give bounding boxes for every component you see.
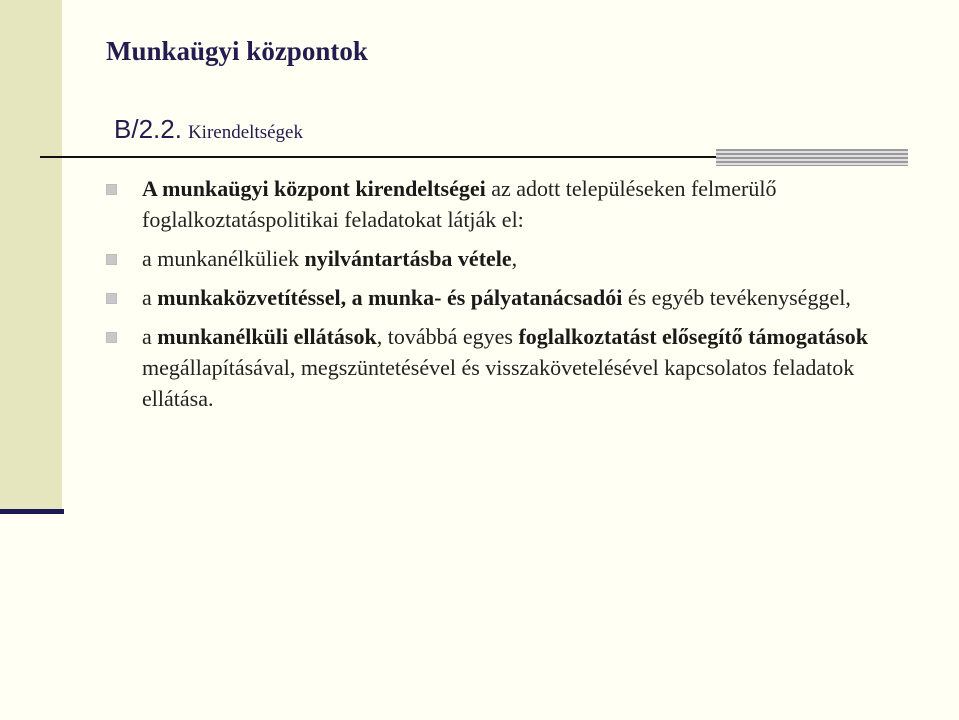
bullet-bold: A munkaügyi központ kirendeltségei	[142, 176, 486, 201]
bullet-bold: foglalkoztatást elősegítő támogatások	[518, 324, 868, 349]
bullet-item	[104, 243, 904, 274]
slide-subtitle	[114, 114, 303, 145]
square-bullet-icon	[106, 293, 117, 304]
bullet-list	[104, 173, 904, 422]
side-divider	[0, 509, 64, 514]
bullet-bold: munkaközvetítéssel, a munka- és pályatanácsadói	[157, 285, 623, 310]
bullet-item	[104, 173, 904, 235]
bullet-bold: nyilvántartásba vétele	[304, 246, 512, 271]
bullet-item	[104, 282, 904, 313]
bullet-text: és egyéb tevékenységgel,	[622, 285, 851, 310]
title-rule-accent	[716, 149, 908, 166]
bullet-text: , továbbá egyes	[376, 324, 519, 349]
square-bullet-icon	[106, 184, 117, 195]
bullet-text: ,	[511, 246, 518, 271]
bullet-text: az adott településeken felmerülő foglalkoztatáspolitikai feladatokat látják el:	[142, 176, 777, 232]
slide-title: Munkaügyi központok	[106, 36, 368, 66]
side-band	[0, 0, 62, 510]
bullet-text: megállapításával, megszüntetésével és visszakövetelésével kapcsolatos feladatok ellátása.	[142, 355, 855, 411]
bullet-text: a	[142, 324, 158, 349]
title-rule	[40, 156, 716, 158]
bullet-bold: munkanélküli ellátások	[157, 324, 377, 349]
subtitle-text: Kirendeltségek	[187, 122, 303, 143]
square-bullet-icon	[106, 332, 117, 343]
bullet-text: a	[142, 285, 158, 310]
bullet-text: a munkanélküliek	[142, 246, 305, 271]
square-bullet-icon	[106, 254, 117, 265]
subtitle-number: B/2.2.	[114, 114, 182, 144]
bullet-item	[104, 321, 904, 414]
